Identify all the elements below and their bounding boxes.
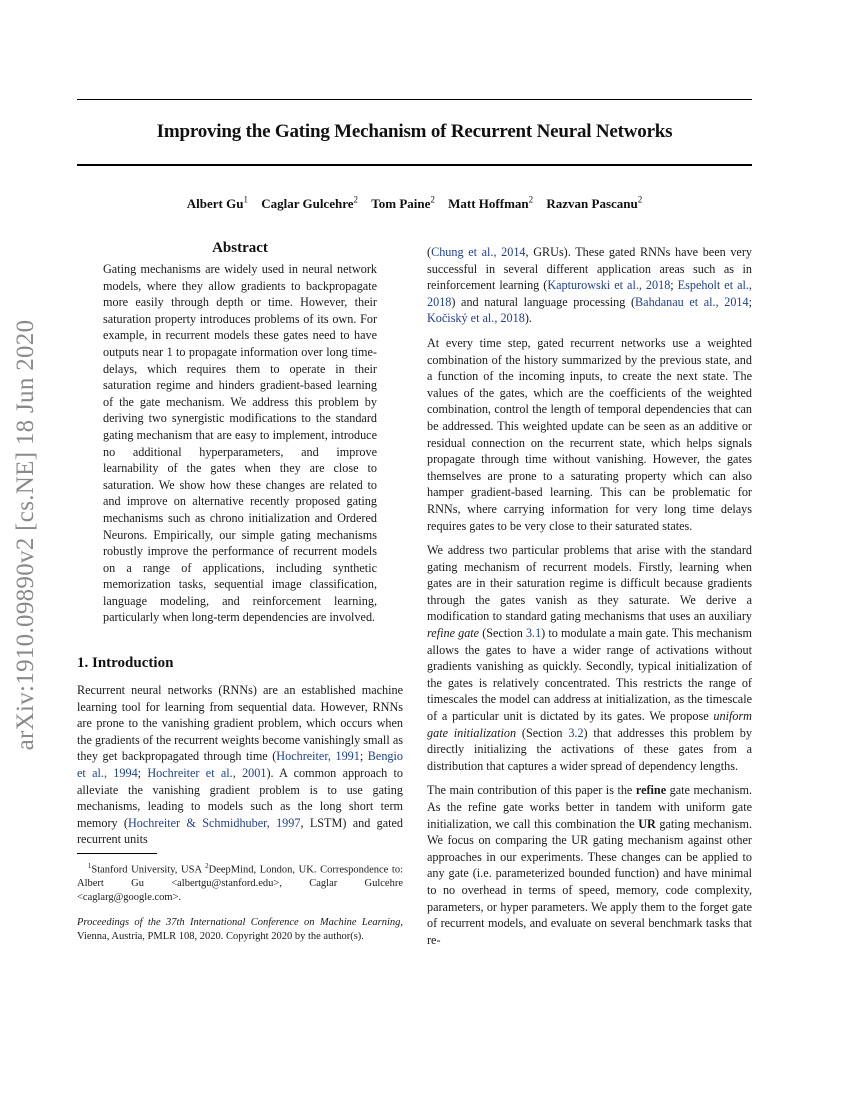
- left-column: [77, 240, 403, 943]
- body-text: ;: [137, 766, 148, 781]
- body-text: ). A common approach to alleviate the vanishing gradient problem is to use gating mechanisms, leading to models such as the long short term memory (: [77, 766, 404, 830]
- proceedings-note: [77, 916, 403, 943]
- body-text: , LSTM) and gated recurrent units: [77, 815, 403, 847]
- citation-link[interactable]: Espeholt et al., 2018: [427, 278, 752, 309]
- section-heading-introduction: 1. Introduction: [77, 655, 174, 672]
- body-text: gating mechanism. We focus on comparing the UR gating mechanism against other approaches in our experiments. These changes can be applied to any gate (i.e. parameterized bounded function) and have minimal to no overhead in terms of speed, memory, code complexity, parameters, or hyper parameters. We apply them to the forget gate of recurrent models, and evaluate on several benchmark tasks that re-: [427, 816, 752, 947]
- citation-link[interactable]: Bengio et al., 1994: [77, 749, 404, 781]
- body-text: ) and natural language processing (: [451, 294, 636, 309]
- citation-link[interactable]: Kapturowski et al., 2018: [547, 278, 671, 293]
- author-list: [77, 195, 752, 212]
- author-name: Razvan Pascanu: [546, 196, 638, 212]
- bold-term: refine: [635, 783, 667, 798]
- citation-link[interactable]: Hochreiter, 1991: [276, 749, 360, 764]
- intro-paragraph: [77, 682, 403, 848]
- affiliation-mark: 2: [637, 195, 643, 205]
- affiliation-footnote: [77, 860, 403, 904]
- abstract-text: Gating mechanisms are widely used in neural network models, where they allow gradients to backpropagate more easily through depth or time. However, their saturation property introduces problems of its own. For example, in recurrent models these gates need to have outputs near 1 to propagate information over long time-delays, which requires them to operate in their saturation regime and hinders gradient-based learning of the gate mechanism. We address this problem by deriving two synergistic modifications to the standard gating mechanism that are easy to implement, introduce no additional hyperparameters, and improve learnability of the gates when they are close to saturation. We show how these changes are related to and improve on alternative recently proposed gating mechanisms such as chrono initialization and Ordered Neurons. Empirically, our simple gating mechanisms robustly improve the performance of recurrent models on a range of applications, including synthetic memorization tasks, sequential image classification, language modeling, and reinforcement learning, particularly when long-term dependencies are involved.: [103, 262, 377, 625]
- body-text: (Section: [479, 626, 526, 641]
- body-text: The main contribution of this paper is the: [427, 783, 636, 798]
- proceedings-venue: Proceedings of the 37th International Conference on Machine Learning: [77, 917, 401, 929]
- bold-term: UR: [638, 816, 656, 831]
- author: [187, 196, 248, 211]
- footnote-mark: 1: [87, 862, 92, 870]
- affiliation-mark: 2: [353, 195, 359, 205]
- citation-link[interactable]: Hochreiter & Schmidhuber, 1997: [128, 815, 301, 830]
- footnote-divider: [77, 853, 157, 854]
- paper-title: Improving the Gating Mechanism of Recurrent Neural Networks: [156, 121, 673, 142]
- right-column: [427, 244, 752, 956]
- body-paragraph: At every time step, gated recurrent networks use a weighted combination of the history summarized by the previous state, and a function of the incoming inputs, to create the next state. The values of the gates, which are the coefficients of the weighted combination, control the length of temporal dependencies that can be addressed. This weighted update can be seen as an additive or residual connection on the recurrent state, which helps signals propagate through time without vanishing. However, the gates themselves are prone to a saturating property which can also hamper gradient-based learning. This can be problematic for RNNs, where carrying information for very long time delays requires gates to be very close to their saturated states.: [427, 335, 752, 533]
- author: [371, 196, 435, 211]
- citation-link[interactable]: Chung et al., 2014: [431, 245, 526, 259]
- footnote-text: DeepMind, London, UK. Correspondence to: Albert Gu <albertgu@stanford.edu>, Caglar Gulcehre <caglarg@google.com>.: [77, 864, 404, 903]
- affiliation-mark: 2: [528, 195, 534, 205]
- body-text: , GRUs). These gated RNNs have been very successful in several different application areas such as in reinforcement learning (: [427, 245, 752, 293]
- footnote-mark: 2: [205, 862, 209, 870]
- body-text: ;: [359, 749, 368, 764]
- body-text: Recurrent neural networks (RNNs) are an established machine learning tool for learning from sequential data. However, RNNs are prone to the vanishing gradient problem, which occurs when the gradients of the recurrent weights become vanishingly small as they get backpropagated through time (: [77, 683, 403, 764]
- author-name: Tom Paine: [371, 196, 431, 212]
- author: [448, 196, 533, 211]
- body-text: (Section: [516, 725, 569, 740]
- body-text: gate mechanism. As the refine gate works better in tandem with uniform gate initialization, we call this combination the: [427, 783, 752, 831]
- citation-link[interactable]: Hochreiter et al., 2001: [147, 766, 267, 781]
- body-text: ;: [670, 278, 678, 293]
- body-paragraph: [427, 542, 752, 774]
- body-text: (: [427, 245, 432, 259]
- title-rule-top: [77, 99, 752, 100]
- citation-link[interactable]: Bahdanau et al., 2014: [635, 294, 749, 309]
- arxiv-stamp: [2, 300, 50, 770]
- title-rule-bottom: [77, 164, 752, 166]
- arxiv-id-text: arXiv:1910.09890v2 [cs.NE] 18 Jun 2020: [12, 319, 39, 751]
- section-reference-link[interactable]: 3.1: [525, 626, 542, 641]
- body-paragraph: [427, 782, 752, 948]
- body-paragraph: [427, 244, 752, 327]
- author: [546, 196, 642, 211]
- body-text: ).: [524, 311, 532, 326]
- author: [261, 196, 358, 211]
- footnote-text: Stanford University, USA: [91, 864, 206, 876]
- body-text: ) to modulate a main gate. This mechanism allows the gates to have a wider range of activations without gradients vanishing as quickly. Secondly, typical initialization of the gates is relatively concentrated. This restricts the range of timescales the model can address at initialization, as the timescale of a particular unit is dictated by its gates. We propose: [427, 626, 752, 724]
- affiliation-mark: 2: [430, 195, 435, 205]
- abstract-heading: Abstract: [212, 240, 268, 256]
- section-reference-link[interactable]: 3.2: [568, 725, 584, 740]
- author-name: Matt Hoffman: [448, 196, 529, 212]
- proceedings-text: , Vienna, Austria, PMLR 108, 2020. Copyright 2020 by the author(s).: [77, 917, 403, 942]
- emphasis-text: refine gate: [427, 626, 480, 641]
- body-text: ;: [748, 294, 753, 309]
- body-text: ) that addresses this problem by directly initializing the activations of these gates from a distribution that captures a wider spread of dependency lengths.: [427, 725, 752, 773]
- author-name: Albert Gu: [186, 196, 244, 212]
- body-text: We address two particular problems that arise with the standard gating mechanism of recurrent models. Firstly, learning when gates are in their saturation regime is difficult because gradients through the gates vanish as they saturate. We derive a modification to standard gating mechanisms that uses an auxiliary: [427, 543, 752, 624]
- citation-link[interactable]: Kočiský et al., 2018: [427, 311, 525, 326]
- author-name: Caglar Gulcehre: [261, 196, 354, 212]
- emphasis-text: uniform gate initialization: [427, 709, 752, 740]
- affiliation-mark: 1: [243, 195, 248, 205]
